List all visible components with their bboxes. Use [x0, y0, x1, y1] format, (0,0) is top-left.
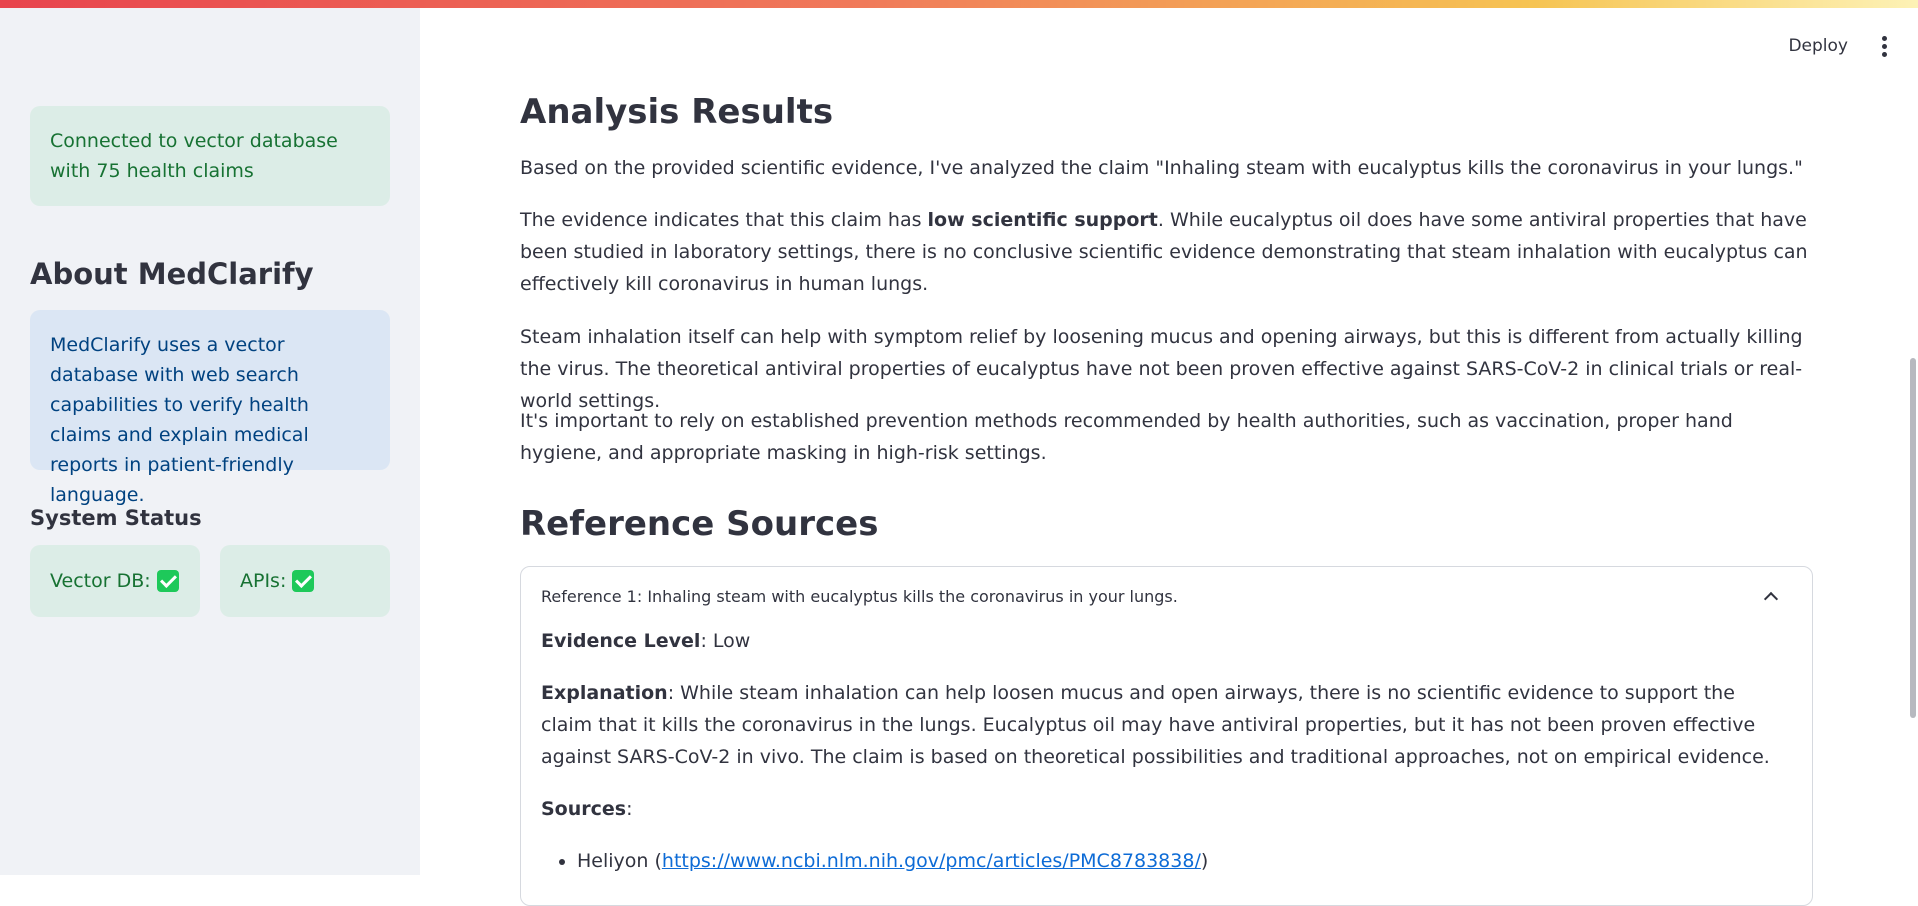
vector-db-label: Vector DB: [50, 570, 151, 592]
top-decoration-stripe [0, 0, 1918, 8]
system-status-row [30, 545, 390, 617]
check-icon [157, 570, 179, 592]
reference-sources-heading: Reference Sources [520, 504, 879, 544]
db-connection-alert [30, 106, 390, 206]
about-text: MedClarify uses a vector database with web search capabilities to verify health claims and explain medical reports in patient-friendly language. [50, 334, 309, 506]
evidence-level [541, 625, 1792, 657]
source-link[interactable]: https://www.ncbi.nlm.nih.gov/pmc/articles/PMC8783838/ [661, 850, 1201, 872]
evidence-level-value: : Low [700, 630, 751, 652]
p2-text-end: . While eucalyptus oil does have some antiviral properties that have been studied in laboratory settings, there is no conclusive scientific evidence demonstrating that steam inhalation with eucalyptus can effectively kill coronavirus in human lungs. [520, 209, 1808, 295]
list-item [577, 845, 1792, 877]
more-vertical-icon[interactable] [1882, 36, 1888, 56]
vector-db-status [30, 545, 200, 617]
apis-status [220, 545, 390, 617]
reference-expander-header[interactable] [521, 567, 1812, 625]
analysis-results-heading: Analysis Results [520, 92, 834, 132]
apis-label: APIs: [240, 570, 287, 592]
source-name: Heliyon ( [577, 850, 662, 872]
page-scrollbar[interactable] [1910, 358, 1916, 718]
check-icon [292, 570, 314, 592]
about-info-alert [30, 310, 390, 506]
analysis-paragraph-1: Based on the provided scientific evidence, I've analyzed the claim "Inhaling steam with eucalyptus kills the coronavirus in your lungs." [520, 157, 1803, 179]
system-status-heading: System Status [30, 506, 202, 530]
sources-label-line [541, 793, 1792, 825]
db-connection-text: Connected to vector database with 75 health claims [50, 130, 338, 182]
explanation-label: Explanation [541, 682, 668, 704]
evidence-level-label: Evidence Level [541, 630, 701, 652]
source-close-paren: ) [1200, 850, 1209, 872]
sources-label: Sources [541, 798, 627, 820]
reference-expander-body [521, 625, 1812, 877]
about-heading: About MedClarify [30, 257, 314, 291]
explanation-text: : While steam inhalation can help loosen mucus and open airways, there is no scientific evidence to support the claim that it kills the coronavirus in the lungs. Eucalyptus oil may have antiviral properties, but it has not been proven effective against SARS-CoV-2 in vivo. The claim is based on theoretical possibilities and traditional approaches, not on empirical evidence. [541, 682, 1770, 768]
p2-text-start: The evidence indicates that this claim has [520, 209, 928, 231]
reference-expander [520, 566, 1813, 906]
main-content [520, 0, 1813, 875]
explanation [541, 677, 1792, 773]
sidebar [0, 0, 420, 875]
deploy-button[interactable]: Deploy [1788, 36, 1848, 56]
sources-list [541, 845, 1792, 877]
p2-bold-text: low scientific support [927, 209, 1158, 231]
reference-title: Reference 1: Inhaling steam with eucalyptus kills the coronavirus in your lungs. [541, 586, 1178, 606]
analysis-paragraph-2 [520, 204, 1810, 300]
analysis-paragraph-4: It's important to rely on established prevention methods recommended by health authorities, such as vaccination, proper hand hygiene, and appropriate masking in high-risk settings. [520, 410, 1733, 464]
sources-colon: : [626, 798, 633, 820]
analysis-paragraph-3: Steam inhalation itself can help with symptom relief by loosening mucus and opening airways, but this is different from actually killing the virus. The theoretical antiviral properties of eucalyptus have not been proven effective against SARS-CoV-2 in clinical trials or real-world settings. [520, 326, 1803, 412]
chevron-up-icon[interactable] [1764, 592, 1778, 606]
